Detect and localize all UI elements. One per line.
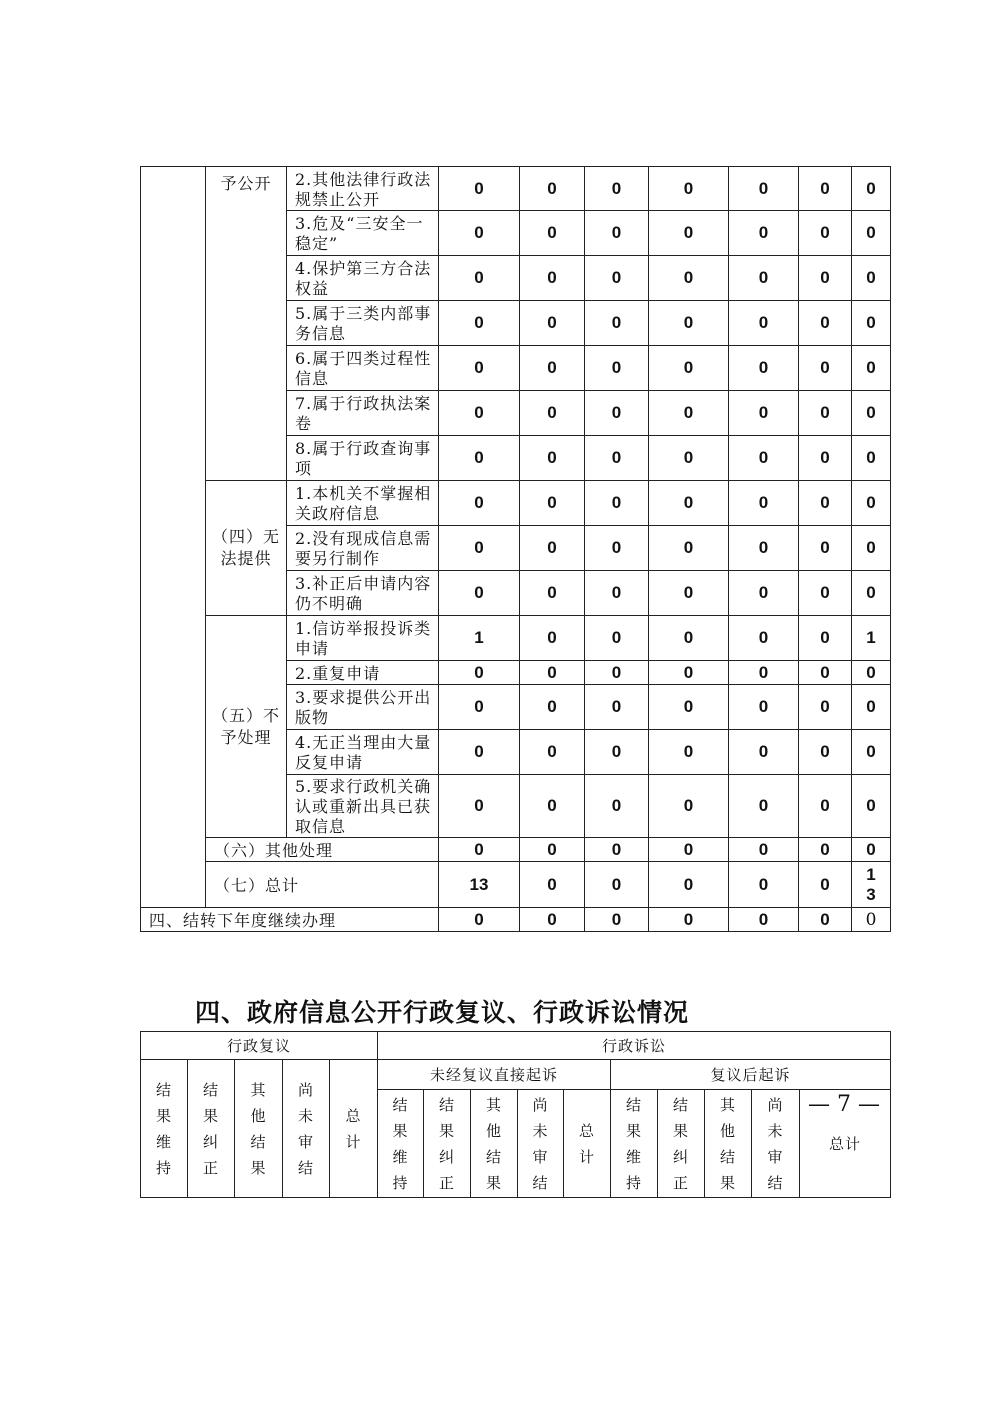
review-header: 行政复议 — [141, 1032, 378, 1060]
value-cell: 0 — [649, 391, 729, 436]
value-cell: 0 — [799, 436, 852, 481]
item-label: 7.属于行政执法案卷 — [287, 391, 439, 436]
value-cell: 0 — [799, 862, 852, 908]
value-cell: 0 — [799, 167, 852, 211]
value-cell: 0 — [852, 775, 891, 838]
item-label: 5.属于三类内部事务信息 — [287, 301, 439, 346]
value-cell: 0 — [649, 838, 729, 862]
after-col-2: 结 果 纠 正 — [658, 1090, 705, 1198]
item-label: 3.补正后申请内容仍不明确 — [287, 571, 439, 616]
value-cell: 0 — [799, 526, 852, 571]
value-cell: 0 — [520, 481, 585, 526]
value-cell: 0 — [852, 481, 891, 526]
value-cell: 0 — [520, 167, 585, 211]
value-cell: 0 — [852, 391, 891, 436]
value-cell: 0 — [520, 616, 585, 661]
value-cell: 0 — [585, 775, 649, 838]
value-cell: 0 — [799, 346, 852, 391]
value-cell: 0 — [729, 685, 799, 730]
value-cell: 0 — [729, 526, 799, 571]
value-cell: 0 — [729, 256, 799, 301]
value-cell: 0 — [852, 526, 891, 571]
value-cell: 0 — [729, 301, 799, 346]
direct-col-2: 结 果 纠 正 — [424, 1090, 471, 1198]
review-col-3: 其 他 结 果 — [235, 1060, 283, 1198]
value-cell: 0 — [585, 481, 649, 526]
value-cell: 0 — [799, 775, 852, 838]
value-cell: 0 — [585, 346, 649, 391]
value-cell: 0 — [649, 481, 729, 526]
item-label: 1.本机关不掌握相关政府信息 — [287, 481, 439, 526]
review-litigation-table — [140, 1031, 891, 1198]
subcategory-cell: 予公开 — [206, 167, 287, 481]
direct-litigation-header: 未经复议直接起诉 — [378, 1060, 611, 1090]
value-cell: 0 — [799, 838, 852, 862]
value-cell: 0 — [649, 685, 729, 730]
value-cell: 0 — [729, 908, 799, 932]
value-cell: 0 — [649, 346, 729, 391]
other-handling-row — [141, 838, 891, 862]
review-col-5: 总 计 — [330, 1060, 378, 1198]
value-cell: 0 — [585, 301, 649, 346]
value-cell: 0 — [585, 256, 649, 301]
value-cell: 0 — [729, 616, 799, 661]
value-cell: 0 — [729, 862, 799, 908]
item-label: 6.属于四类过程性信息 — [287, 346, 439, 391]
value-cell: 0 — [585, 526, 649, 571]
value-cell: 0 — [520, 908, 585, 932]
value-cell: 0 — [520, 256, 585, 301]
value-cell: 0 — [520, 730, 585, 775]
value-cell: 1 — [852, 616, 891, 661]
value-cell: 0 — [799, 571, 852, 616]
value-cell: 0 — [649, 526, 729, 571]
value-cell: 0 — [649, 775, 729, 838]
value-cell: 0 — [649, 908, 729, 932]
value-cell: 0 — [852, 211, 891, 256]
value-cell: 0 — [799, 908, 852, 932]
value-cell: 0 — [852, 661, 891, 685]
value-cell: 0 — [852, 301, 891, 346]
outer-category-cell — [141, 167, 206, 908]
value-cell: 0 — [439, 571, 520, 616]
value-cell: 0 — [439, 167, 520, 211]
value-cell: 0 — [729, 481, 799, 526]
value-cell: 0 — [729, 661, 799, 685]
application-handling-table — [140, 166, 891, 932]
value-cell: 0 — [729, 730, 799, 775]
value-cell: 0 — [729, 346, 799, 391]
value-cell: 0 — [729, 775, 799, 838]
value-cell: 0 — [649, 661, 729, 685]
table-row — [141, 616, 891, 661]
item-label: 1.信访举报投诉类申请 — [287, 616, 439, 661]
value-cell: 0 — [439, 661, 520, 685]
value-cell: 0 — [729, 571, 799, 616]
value-cell: 0 — [799, 391, 852, 436]
value-cell: 0 — [585, 661, 649, 685]
section-heading: 四、政府信息公开行政复议、行政诉讼情况 — [195, 998, 690, 1027]
litigation-header: 行政诉讼 — [378, 1032, 891, 1060]
after-col-1: 结 果 维 持 — [611, 1090, 658, 1198]
value-cell: 0 — [439, 730, 520, 775]
value-cell: 0 — [649, 862, 729, 908]
value-cell: 0 — [520, 346, 585, 391]
direct-col-1: 结 果 维 持 — [378, 1090, 424, 1198]
value-cell: 0 — [439, 301, 520, 346]
subcategory-cell: （五）不予处理 — [206, 616, 287, 838]
after-col-3: 其 他 结 果 — [705, 1090, 752, 1198]
value-cell: 0 — [852, 167, 891, 211]
value-cell: 0 — [439, 436, 520, 481]
value-cell: 0 — [439, 211, 520, 256]
value-cell: 0 — [585, 211, 649, 256]
value-cell: 0 — [649, 211, 729, 256]
value-cell: 0 — [649, 730, 729, 775]
value-cell: 0 — [585, 685, 649, 730]
carry-over-row — [141, 908, 891, 932]
value-cell: 0 — [729, 838, 799, 862]
value-cell: 0 — [729, 391, 799, 436]
value-cell: 0 — [585, 730, 649, 775]
value-cell: 0 — [799, 301, 852, 346]
value-cell: 0 — [439, 391, 520, 436]
item-label: 2.没有现成信息需要另行制作 — [287, 526, 439, 571]
value-cell: 0 — [439, 838, 520, 862]
value-cell: 0 — [520, 211, 585, 256]
value-cell: 0 — [799, 211, 852, 256]
value-cell: 0 — [439, 256, 520, 301]
value-cell: 0 — [799, 730, 852, 775]
value-cell: 0 — [585, 391, 649, 436]
review-col-1: 结 果 维 持 — [141, 1060, 188, 1198]
total-row-label: （七）总计 — [206, 862, 439, 908]
item-label: 4.无正当理由大量反复申请 — [287, 730, 439, 775]
value-cell: 0 — [649, 167, 729, 211]
value-cell: 0 — [649, 436, 729, 481]
value-cell: 0 — [799, 685, 852, 730]
item-label: 5.要求行政机关确认或重新出具已获取信息 — [287, 775, 439, 838]
subcategory-cell: （四）无法提供 — [206, 481, 287, 616]
value-cell: 0 — [799, 481, 852, 526]
value-cell: 0 — [439, 685, 520, 730]
value-cell: 0 — [729, 436, 799, 481]
review-col-2: 结 果 纠 正 — [188, 1060, 235, 1198]
value-cell: 0 — [585, 838, 649, 862]
after-review-header: 复议后起诉 — [611, 1060, 891, 1090]
value-cell: 0 — [649, 256, 729, 301]
page-number: — 7 — — [808, 1092, 880, 1117]
item-label: 4.保护第三方合法权益 — [287, 256, 439, 301]
value-cell: 0 — [520, 838, 585, 862]
value-cell: 0 — [439, 346, 520, 391]
value-cell: 0 — [520, 775, 585, 838]
direct-col-5: 总 计 — [564, 1090, 611, 1198]
value-cell: 0 — [799, 256, 852, 301]
value-cell: 0 — [852, 571, 891, 616]
value-cell: 0 — [520, 301, 585, 346]
item-label: 3.要求提供公开出版物 — [287, 685, 439, 730]
value-cell: 1 — [439, 616, 520, 661]
value-cell: 0 — [439, 526, 520, 571]
value-cell: 0 — [520, 571, 585, 616]
value-cell: 0 — [585, 616, 649, 661]
value-cell: 0 — [799, 661, 852, 685]
value-cell: 0 — [520, 862, 585, 908]
item-label: 2.重复申请 — [287, 661, 439, 685]
value-cell: 0 — [852, 730, 891, 775]
value-cell: 0 — [729, 167, 799, 211]
value-cell: 13 — [439, 862, 520, 908]
value-cell: 0 — [852, 908, 891, 932]
value-cell: 0 — [649, 301, 729, 346]
value-cell: 0 — [520, 526, 585, 571]
item-label: 3.危及“三安全一稳定” — [287, 211, 439, 256]
value-cell: 0 — [649, 571, 729, 616]
value-cell: 0 — [852, 838, 891, 862]
item-label: 2.其他法律行政法规禁止公开 — [287, 167, 439, 211]
value-cell: 0 — [439, 775, 520, 838]
after-col-5: 总计 — [800, 1090, 891, 1198]
value-cell: 0 — [585, 862, 649, 908]
item-label: 8.属于行政查询事项 — [287, 436, 439, 481]
value-cell: 0 — [585, 908, 649, 932]
value-cell: 0 — [729, 211, 799, 256]
value-cell: 0 — [585, 571, 649, 616]
value-cell: 0 — [585, 436, 649, 481]
value-cell: 0 — [520, 391, 585, 436]
direct-col-4: 尚 未 审 结 — [518, 1090, 564, 1198]
total-row — [141, 862, 891, 908]
table-row — [141, 167, 891, 211]
value-cell: 0 — [852, 346, 891, 391]
value-cell: 0 — [852, 256, 891, 301]
value-cell: 0 — [852, 436, 891, 481]
carry-over-row-label: 四、结转下年度继续办理 — [141, 908, 439, 932]
other-handling-row-label: （六）其他处理 — [206, 838, 439, 862]
value-cell: 0 — [520, 661, 585, 685]
value-cell: 0 — [520, 436, 585, 481]
after-col-4: 尚 未 审 结 — [752, 1090, 800, 1198]
review-col-4: 尚 未 审 结 — [283, 1060, 330, 1198]
table-row — [141, 481, 891, 526]
value-cell: 0 — [520, 685, 585, 730]
value-cell: 0 — [439, 908, 520, 932]
value-cell: 0 — [649, 616, 729, 661]
direct-col-3: 其 他 结 果 — [471, 1090, 518, 1198]
value-cell: 0 — [852, 685, 891, 730]
value-cell: 0 — [439, 481, 520, 526]
value-cell: 1 3 — [852, 862, 891, 908]
value-cell: 0 — [585, 167, 649, 211]
value-cell: 0 — [799, 616, 852, 661]
